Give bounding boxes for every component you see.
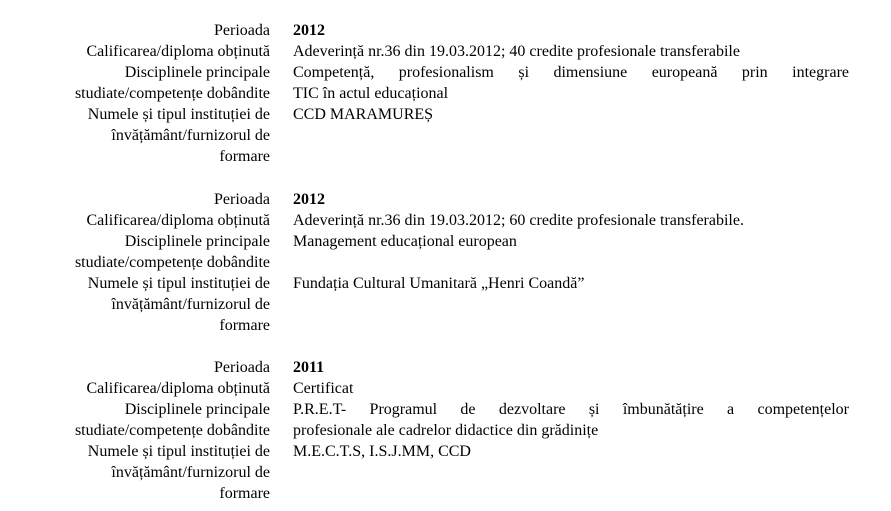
entry-values [293, 357, 849, 462]
entry-values [293, 20, 849, 125]
disciplines-value-line1: Competență, profesionalism și dimensiune europeană prin integrare [293, 64, 849, 81]
institution-label-line1: Numele și tipul instituției de [87, 275, 270, 292]
institution-label-line2: învățământ/furnizorul de [111, 464, 270, 481]
qualification-value: Certificat [293, 380, 354, 397]
disciplines-value-line1: Management educațional european [293, 233, 517, 250]
disciplines-label-line1: Disciplinele principale [124, 64, 270, 81]
period-value: 2011 [293, 359, 325, 376]
disciplines-label-line1: Disciplinele principale [124, 401, 270, 418]
institution-label-line3: formare [219, 317, 270, 334]
qualification-label: Calificarea/diploma obținută [86, 43, 270, 60]
entry-labels [0, 357, 270, 504]
qualification-value: Adeverință nr.36 din 19.03.2012; 40 credite profesionale transferabile [293, 43, 740, 60]
period-value: 2012 [293, 191, 325, 208]
period-value: 2012 [293, 22, 325, 39]
entry-labels [0, 20, 270, 167]
entry-values [293, 189, 849, 294]
institution-label-line2: învățământ/furnizorul de [111, 127, 270, 144]
period-label: Perioada [214, 191, 270, 208]
qualification-label: Calificarea/diploma obținută [86, 212, 270, 229]
institution-label-line3: formare [219, 485, 270, 502]
disciplines-value-line2 [293, 252, 849, 273]
institution-label-line1: Numele și tipul instituției de [87, 106, 270, 123]
institution-label-line2: învățământ/furnizorul de [111, 296, 270, 313]
disciplines-value-line2: TIC în actul educațional [293, 85, 449, 102]
institution-value: Fundația Cultural Umanitară „Henri Coandă” [293, 275, 585, 292]
entry-labels [0, 189, 270, 336]
disciplines-value-line2: profesionale ale cadrelor didactice din grădinițe [293, 422, 599, 439]
disciplines-value-line1: P.R.E.T- Programul de dezvoltare și îmbunătățire a competențelor [293, 401, 849, 418]
period-label: Perioada [214, 22, 270, 39]
institution-value: M.E.C.T.S, I.S.J.MM, CCD [293, 443, 471, 460]
disciplines-label-line2: studiate/competențe dobândite [74, 422, 270, 439]
qualification-value: Adeverință nr.36 din 19.03.2012; 60 credite profesionale transferabile. [293, 212, 744, 229]
institution-value: CCD MARAMUREȘ [293, 106, 434, 123]
institution-label-line3: formare [219, 148, 270, 165]
period-label: Perioada [214, 359, 270, 376]
disciplines-label-line1: Disciplinele principale [124, 233, 270, 250]
institution-label-line1: Numele și tipul instituției de [87, 443, 270, 460]
disciplines-label-line2: studiate/competențe dobândite [74, 254, 270, 271]
qualification-label: Calificarea/diploma obținută [86, 380, 270, 397]
disciplines-label-line2: studiate/competențe dobândite [74, 85, 270, 102]
